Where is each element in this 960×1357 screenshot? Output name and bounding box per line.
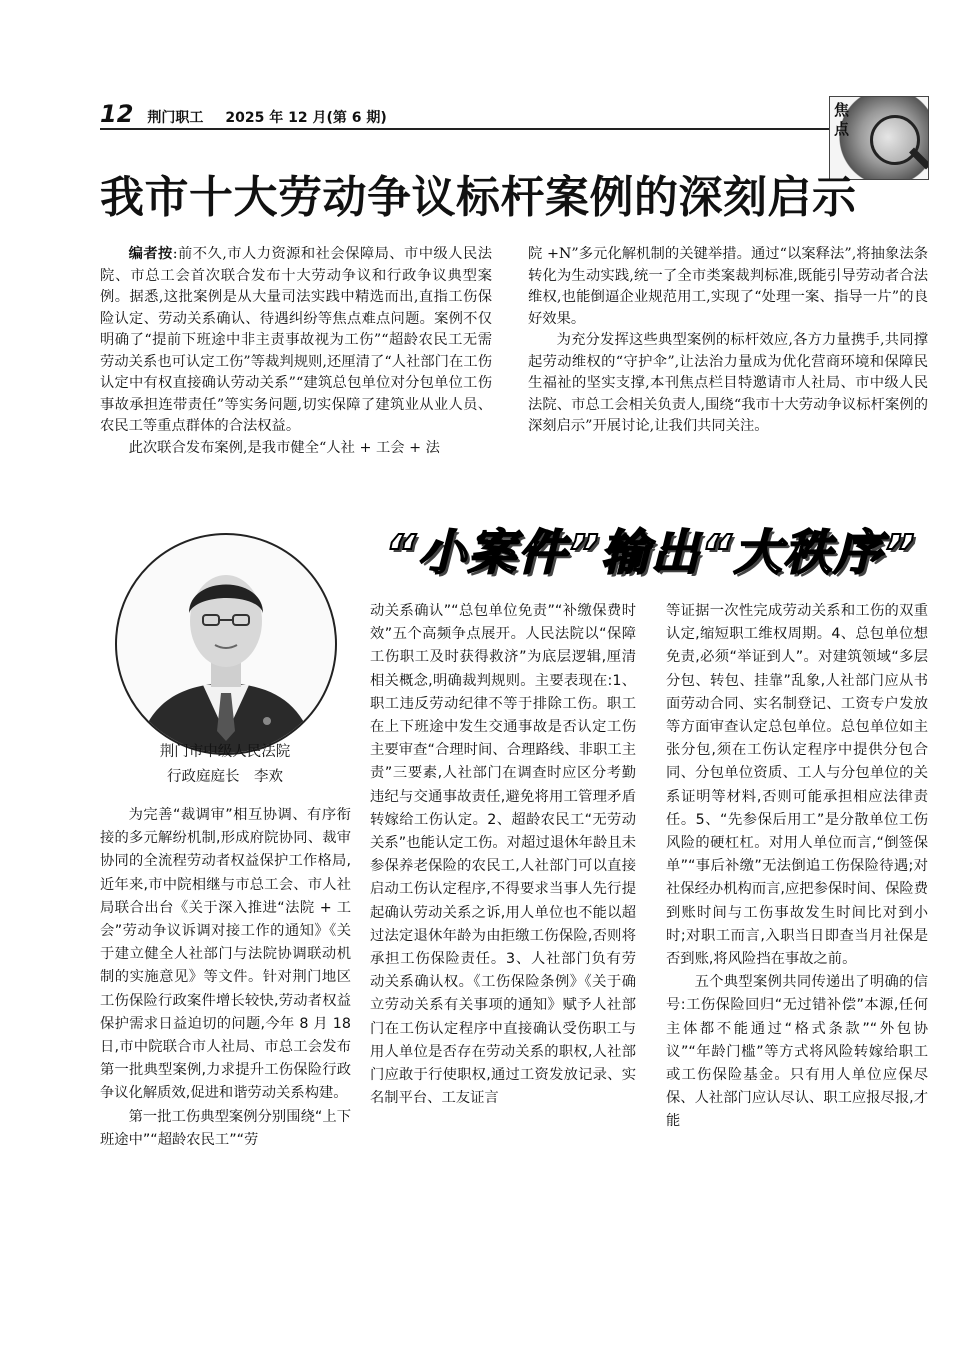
author-position: 行政庭庭长 李欢 xyxy=(167,769,283,785)
article-paragraph: 为完善“裁调审”相互协调、有序衔接的多元解纷机制,形成府院协同、裁审协同的全流程劳动者权益保护工作格局,近年来,市中院相继与市总工会、市人社局联合出台《关于深入推进“法院 + 工会”劳动争议诉调对接工作的通知》《关于建立健全人社部门与法院协调联动机制的实施意见》等文件。针对荆门地区工伤保险行政案件增长较快,劳动者权益保护需求日益迫切的问题,今年 8 月 18 日,市中院联合市人社局、市总工会发布第一批典型案例,力求提升工伤保险行政争议化解质效,促进和谐劳动关系构建。 xyxy=(100,807,351,1102)
magnifier-icon xyxy=(870,115,920,165)
editor-note-paragraph: 此次联合发布案例,是我市健全“人社 + 工会 + 法 xyxy=(128,439,440,456)
article-paragraph: 第一批工伤典型案例分别围绕“上下班途中”“超龄农民工”“劳 xyxy=(100,1108,351,1148)
focus-badge xyxy=(829,96,929,180)
article-column-3 xyxy=(666,600,928,1134)
article-paragraph: 五个典型案例共同传递出了明确的信号:工伤保险回归“无过错补偿”本源,任何主体都不能通过“格式条款”“外包协议”“年龄门槛”等方式将风险转嫁给职工或工伤保险基金。只有用人单位应保尽保、人社部门应认尽认、职工应报尽报,才能 xyxy=(666,974,928,1130)
portrait-illustration xyxy=(117,535,335,753)
magnifier-handle xyxy=(909,148,929,170)
article-column-2 xyxy=(370,600,636,1110)
editor-note-left: 编者按:前不久,市人力资源和社会保障局、市中级人民法院、市总工会首次联合发布十大劳动争议和行政争议典型案例。据悉,这批案例是从大量司法实践中精选而出,直指工伤保险认定、劳动关系确认、待遇纠纷等焦点难点问题。案例不仅明确了“提前下班途中非主责事故视为工伤”“超龄农民工无需劳动关系也可认定工伤”等裁判规则,还厘清了“人社部门在工伤认定中有权直接确认劳动关系”“建筑总包单位对分包单位工伤事故承担连带责任”等实务问题,切实保障了建筑业从业人员、农民工等重点群体的合法权益。 此次联合发布案例,是我市健全“人社 + 工会 + 法 xyxy=(100,244,492,459)
editor-note-paragraph: 院 +N”多元化解机制的关键举措。通过“以案释法”,将抽象法条转化为生动实践,统一了全市类案裁判标准,既能引导劳动者合法维权,也能倒逼企业规范用工,实现了“处理一案、指导一片”的良好效果。 xyxy=(528,246,928,327)
article-paragraph: 等证据一次性完成劳动关系和工伤的双重认定,缩短职工维权周期。4、总包单位想免责,必须“举证到人”。对建筑领域“多层分包、转包、挂靠”乱象,人社部门应从书面劳动合同、实名制登记、工资专户发放等方面审查认定总包单位。总包单位如主张分包,须在工伤认定程序中提供分包合同、分包单位资质、工人与分包单位的关系证明等材料,否则可能承担相应法律责任。5、“先参保后用工”是分散单位工伤风险的硬杠杠。对用人单位而言,“倒签保单”“事后补缴”无法倒追工伤保险待遇;对社保经办机构而言,应把参保时间、保险费到账时间与工伤事故发生时间比对到小时;对职工而言,入职当日即查当月社保是否到账,将风险挡在事故之前。 xyxy=(666,603,928,968)
article-subtitle: “小案件”输出“大秩序” xyxy=(385,525,917,581)
editor-note-paragraph: 为充分发挥这些典型案例的标杆效应,各方力量携手,共同撑起劳动维权的“守护伞”,让法治力量成为优化营商环境和保障民生福祉的坚实支撑,本刊焦点栏目特邀请市人社局、市中级人民法院、市总工会相关负责人,围绕“我市十大劳动争议标杆案例的深刻启示”开展讨论,让我们共同关注。 xyxy=(528,332,928,434)
editor-note-right xyxy=(528,244,928,438)
author-caption xyxy=(100,740,350,790)
page-number: 12 xyxy=(100,100,134,128)
article-paragraph: 动关系确认”“总包单位免责”“补缴保费时效”五个高频争点展开。人民法院以“保障工伤职工及时获得救济”为底层逻辑,厘清相关概念,明确裁判规则。主要表现在:1、职工违反劳动纪律不等于排除工伤。职工在上下班途中发生交通事故是否认定工伤主要审查“合理时间、合理路线、非职工主责”三要素,人社部门在调查时应区分考勤违纪与交通事故责任,避免将用工管理矛盾转嫁给工伤认定。2、超龄农民工“无劳动关系”也能认定工伤。对超过退休年龄且未参保养老保险的农民工,人社部门可以直接启动工伤认定程序,不得要求当事人先行提起确认劳动关系之诉,用人单位也不能以超过法定退休年龄为由拒缴工伤保险,否则将承担工伤保险责任。3、人社部门负有劳动关系确认权。《工伤保险条例》《关于确立劳动关系有关事项的通知》赋予人社部门在工伤认定程序中直接确认受伤职工与用人单位是否存在劳动关系的职权,人社部门应敢于行使职权,通过工资发放记录、实名制平台、工友证言 xyxy=(370,603,636,1107)
editor-note-paragraph: 前不久,市人力资源和社会保障局、市中级人民法院、市总工会首次联合发布十大劳动争议和行政争议典型案例。据悉,这批案例是从大量司法实践中精选而出,直指工伤保险认定、劳动关系确认、待遇纠纷等焦点难点问题。案例不仅明确了“提前下班途中非主责事故视为工伤”“超龄农民工无需劳动关系也可认定工伤”等裁判规则,还厘清了“人社部门在工伤认定中有权直接确认劳动关系”“建筑总包单位对分包单位工伤事故承担连带责任”等实务问题,切实保障了建筑业从业人员、农民工等重点群体的合法权益。 xyxy=(100,246,492,434)
article-title: 我市十大劳动争议标杆案例的深刻启示 xyxy=(100,172,857,223)
header-rule xyxy=(100,128,830,130)
page-header xyxy=(100,100,387,128)
author-org: 荆门市中级人民法院 xyxy=(159,744,291,760)
editor-note-label: 编者按 xyxy=(128,246,173,262)
author-photo xyxy=(115,533,337,755)
magazine-name: 荆门职工 xyxy=(147,110,204,126)
issue-label: 2025 年 12 月(第 6 期) xyxy=(225,110,387,126)
focus-label: 焦点 xyxy=(834,101,850,138)
article-column-1 xyxy=(100,804,351,1152)
